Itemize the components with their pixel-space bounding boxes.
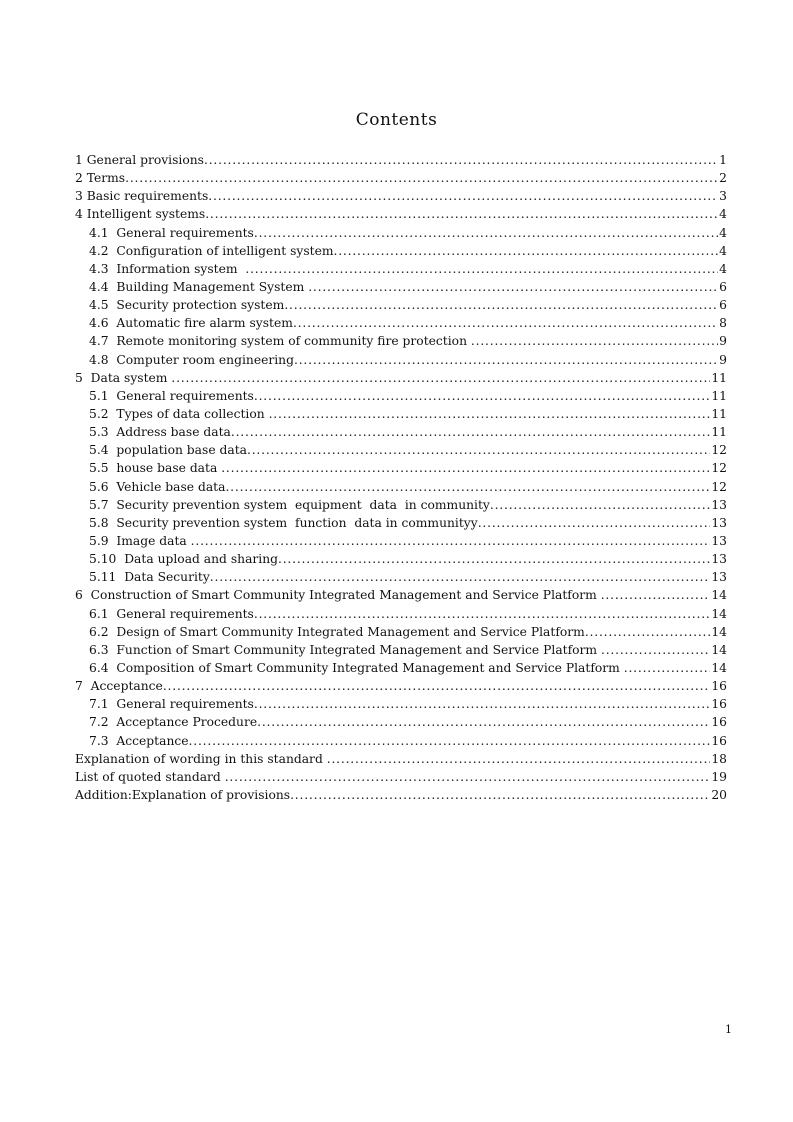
- toc-entry-page: 12: [711, 479, 727, 494]
- toc-entry-page: 14: [711, 660, 727, 675]
- toc-dot-leader: [171, 369, 710, 387]
- toc-entry[interactable]: [75, 623, 727, 641]
- toc-entry-title: 5.3 Address base data: [89, 425, 231, 440]
- toc-entry-title: 5.2 Types of data collection: [89, 406, 269, 421]
- toc-entry-title: 6 Construction of Smart Community Integrated Management and Service Platform: [75, 588, 601, 603]
- toc-entry-title: 6.2 Design of Smart Community Integrated Management and Service Platform: [89, 624, 585, 639]
- toc-dot-leader: [208, 187, 718, 205]
- toc-entry[interactable]: [75, 351, 727, 369]
- toc-entry-page: 13: [711, 533, 727, 548]
- toc-entry-title: 4.6 Automatic fire alarm system: [89, 316, 293, 331]
- toc-dot-leader: [254, 224, 718, 242]
- toc-entry-title: 5.5 house base data: [89, 461, 222, 476]
- toc-entry-page: 3: [719, 189, 727, 204]
- toc-dot-leader: [189, 732, 711, 750]
- toc-entry-title: 5.9 Image data: [89, 533, 191, 548]
- toc-entry-title: 4.4 Building Management System: [89, 279, 309, 294]
- toc-entry-title: 7 Acceptance: [75, 679, 163, 694]
- toc-dot-leader: [490, 496, 710, 514]
- toc-dot-leader: [269, 405, 711, 423]
- toc-entry-page: 13: [711, 552, 727, 567]
- toc-entry[interactable]: [75, 151, 727, 169]
- toc-entry-title: Explanation of wording in this standard: [75, 751, 327, 766]
- toc-entry[interactable]: [75, 314, 727, 332]
- toc-entry[interactable]: [75, 205, 727, 223]
- toc-entry[interactable]: [75, 242, 727, 260]
- toc-entry-page: 13: [711, 570, 727, 585]
- toc-entry-title: 4 Intelligent systems: [75, 207, 206, 222]
- toc-dot-leader: [471, 332, 718, 350]
- toc-entry-title: List of quoted standard: [75, 769, 225, 784]
- toc-entry-title: Addition:Explanation of provisions: [75, 787, 291, 802]
- toc-dot-leader: [254, 695, 710, 713]
- toc-dot-leader: [294, 351, 718, 369]
- toc-entry-page: 4: [719, 261, 727, 276]
- toc-dot-leader: [231, 423, 710, 441]
- page-number: 1: [725, 1023, 732, 1036]
- toc-entry-title: 6.4 Composition of Smart Community Integrated Management and Service Platform: [89, 660, 624, 675]
- toc-entry-page: 11: [711, 370, 727, 385]
- toc-entry[interactable]: [75, 496, 727, 514]
- toc-entry[interactable]: [75, 586, 727, 604]
- toc-entry-title: 1 General provisions: [75, 153, 204, 167]
- toc-entry-page: 14: [711, 642, 727, 657]
- toc-dot-leader: [478, 514, 711, 532]
- toc-entry-page: 20: [711, 787, 727, 802]
- toc-entry-page: 9: [719, 334, 727, 349]
- toc-entry-page: 13: [711, 515, 727, 530]
- toc-entry[interactable]: [75, 750, 727, 768]
- toc-entry[interactable]: [75, 550, 727, 568]
- toc-entry[interactable]: [75, 224, 727, 242]
- toc-dot-leader: [308, 278, 718, 296]
- toc-dot-leader: [204, 151, 718, 169]
- toc-entry-title: 5 Data system: [75, 370, 172, 385]
- toc-entry[interactable]: [75, 278, 727, 296]
- toc-dot-leader: [225, 768, 711, 786]
- toc-entry-page: 6: [719, 279, 727, 294]
- toc-entry[interactable]: [75, 641, 727, 659]
- toc-entry[interactable]: [75, 260, 727, 278]
- toc-dot-leader: [225, 478, 710, 496]
- toc-entry-title: 5.11 Data Security: [89, 570, 210, 585]
- toc-entry-page: 14: [711, 588, 727, 603]
- toc-dot-leader: [254, 605, 710, 623]
- toc-entry-page: 4: [719, 207, 727, 222]
- toc-entry-title: 4.3 Information system: [89, 261, 246, 276]
- toc-entry-page: 4: [719, 225, 727, 240]
- toc-dot-leader: [163, 677, 711, 695]
- toc-dot-leader: [624, 659, 711, 677]
- toc-entry[interactable]: [75, 296, 727, 314]
- toc-dot-leader: [247, 441, 710, 459]
- toc-entry-page: 11: [711, 425, 727, 440]
- toc-entry-page: 14: [711, 624, 727, 639]
- toc-entry-title: 7.1 General requirements: [89, 697, 254, 712]
- toc-entry-title: 7.3 Acceptance: [89, 733, 189, 748]
- toc-entry-title: 6.3 Function of Smart Community Integrated Management and Service Platform: [89, 642, 602, 657]
- toc-entry[interactable]: [75, 459, 727, 477]
- toc-entry[interactable]: [75, 405, 727, 423]
- toc-entry-page: 6: [719, 298, 727, 313]
- toc-entry-page: 12: [711, 443, 727, 458]
- toc-entry-title: 4.5 Security protection system: [89, 298, 285, 313]
- toc-entry-title: 3 Basic requirements: [75, 189, 209, 204]
- toc-entry[interactable]: [75, 677, 727, 695]
- toc-entry[interactable]: [75, 514, 727, 532]
- toc-entry-page: 8: [719, 316, 727, 331]
- toc-entry-title: 4.2 Configuration of intelligent system: [89, 243, 334, 258]
- toc-entry[interactable]: [75, 605, 727, 623]
- toc-entry-title: 5.8 Security prevention system function data in communityy: [89, 515, 478, 530]
- toc-entry-page: 2: [719, 171, 727, 186]
- toc-entry-page: 16: [711, 679, 727, 694]
- toc-entry-title: 5.6 Vehicle base data: [89, 479, 226, 494]
- toc-dot-leader: [327, 750, 711, 768]
- toc-entry-page: 1: [719, 153, 727, 167]
- toc-entry-page: 18: [711, 751, 727, 766]
- toc-entry[interactable]: [75, 532, 727, 550]
- toc-dot-leader: [278, 550, 710, 568]
- toc-dot-leader: [284, 296, 718, 314]
- toc-entry[interactable]: [75, 568, 727, 586]
- toc-entry[interactable]: [75, 695, 727, 713]
- toc-entry-page: 11: [711, 406, 727, 421]
- toc-dot-leader: [125, 169, 718, 187]
- toc-dot-leader: [257, 713, 710, 731]
- toc-entry[interactable]: [75, 387, 727, 405]
- toc-entry-title: 7.2 Acceptance Procedure: [89, 715, 258, 730]
- toc-entry[interactable]: [75, 169, 727, 187]
- toc-entry-page: 4: [719, 243, 727, 258]
- toc-entry-page: 16: [711, 697, 727, 712]
- toc-dot-leader: [290, 786, 710, 804]
- toc-entry-title: 4.1 General requirements: [89, 225, 254, 240]
- toc-entry[interactable]: [75, 441, 727, 459]
- toc-dot-leader: [210, 568, 711, 586]
- toc-entry[interactable]: [75, 786, 727, 804]
- toc-entry-title: 2 Terms: [75, 171, 126, 186]
- toc-dot-leader: [205, 205, 718, 223]
- toc-entry[interactable]: [75, 713, 727, 731]
- toc-entry[interactable]: [75, 732, 727, 750]
- toc-entry-page: 12: [711, 461, 727, 476]
- toc-entry[interactable]: [75, 659, 727, 677]
- toc-dot-leader: [601, 641, 710, 659]
- toc-entry-title: 6.1 General requirements: [89, 606, 254, 621]
- toc-entry-page: 13: [711, 497, 727, 512]
- toc-entry[interactable]: [75, 187, 727, 205]
- toc-dot-leader: [334, 242, 719, 260]
- toc-dot-leader: [245, 260, 718, 278]
- toc-entry-page: 16: [711, 715, 727, 730]
- toc-dot-leader: [601, 586, 711, 604]
- toc-entry-title: 4.8 Computer room engineering: [89, 352, 294, 367]
- toc-dot-leader: [221, 459, 710, 477]
- toc-dot-leader: [293, 314, 718, 332]
- toc-entry-page: 9: [719, 352, 727, 367]
- toc-entry[interactable]: [75, 332, 727, 350]
- toc-dot-leader: [191, 532, 711, 550]
- toc-entry-title: 5.7 Security prevention system equipment data in community: [89, 497, 490, 512]
- toc-entry-title: 4.7 Remote monitoring system of community fire protection: [89, 334, 471, 349]
- toc-entry-title: 5.4 population base data: [89, 443, 247, 458]
- toc-entry[interactable]: [75, 369, 727, 387]
- toc-entry-page: 11: [711, 388, 727, 403]
- toc-entry[interactable]: [75, 423, 727, 441]
- toc-entry-page: 19: [711, 769, 727, 784]
- toc-dot-leader: [585, 623, 711, 641]
- toc-dot-leader: [254, 387, 710, 405]
- table-of-contents: [75, 151, 727, 804]
- toc-entry-title: 5.10 Data upload and sharing: [89, 552, 279, 567]
- toc-entry-title: 5.1 General requirements: [89, 388, 254, 403]
- toc-entry[interactable]: [75, 768, 727, 786]
- toc-entry-page: 16: [711, 733, 727, 748]
- toc-entry[interactable]: [75, 478, 727, 496]
- page-title: Contents: [355, 110, 438, 130]
- toc-entry-page: 14: [711, 606, 727, 621]
